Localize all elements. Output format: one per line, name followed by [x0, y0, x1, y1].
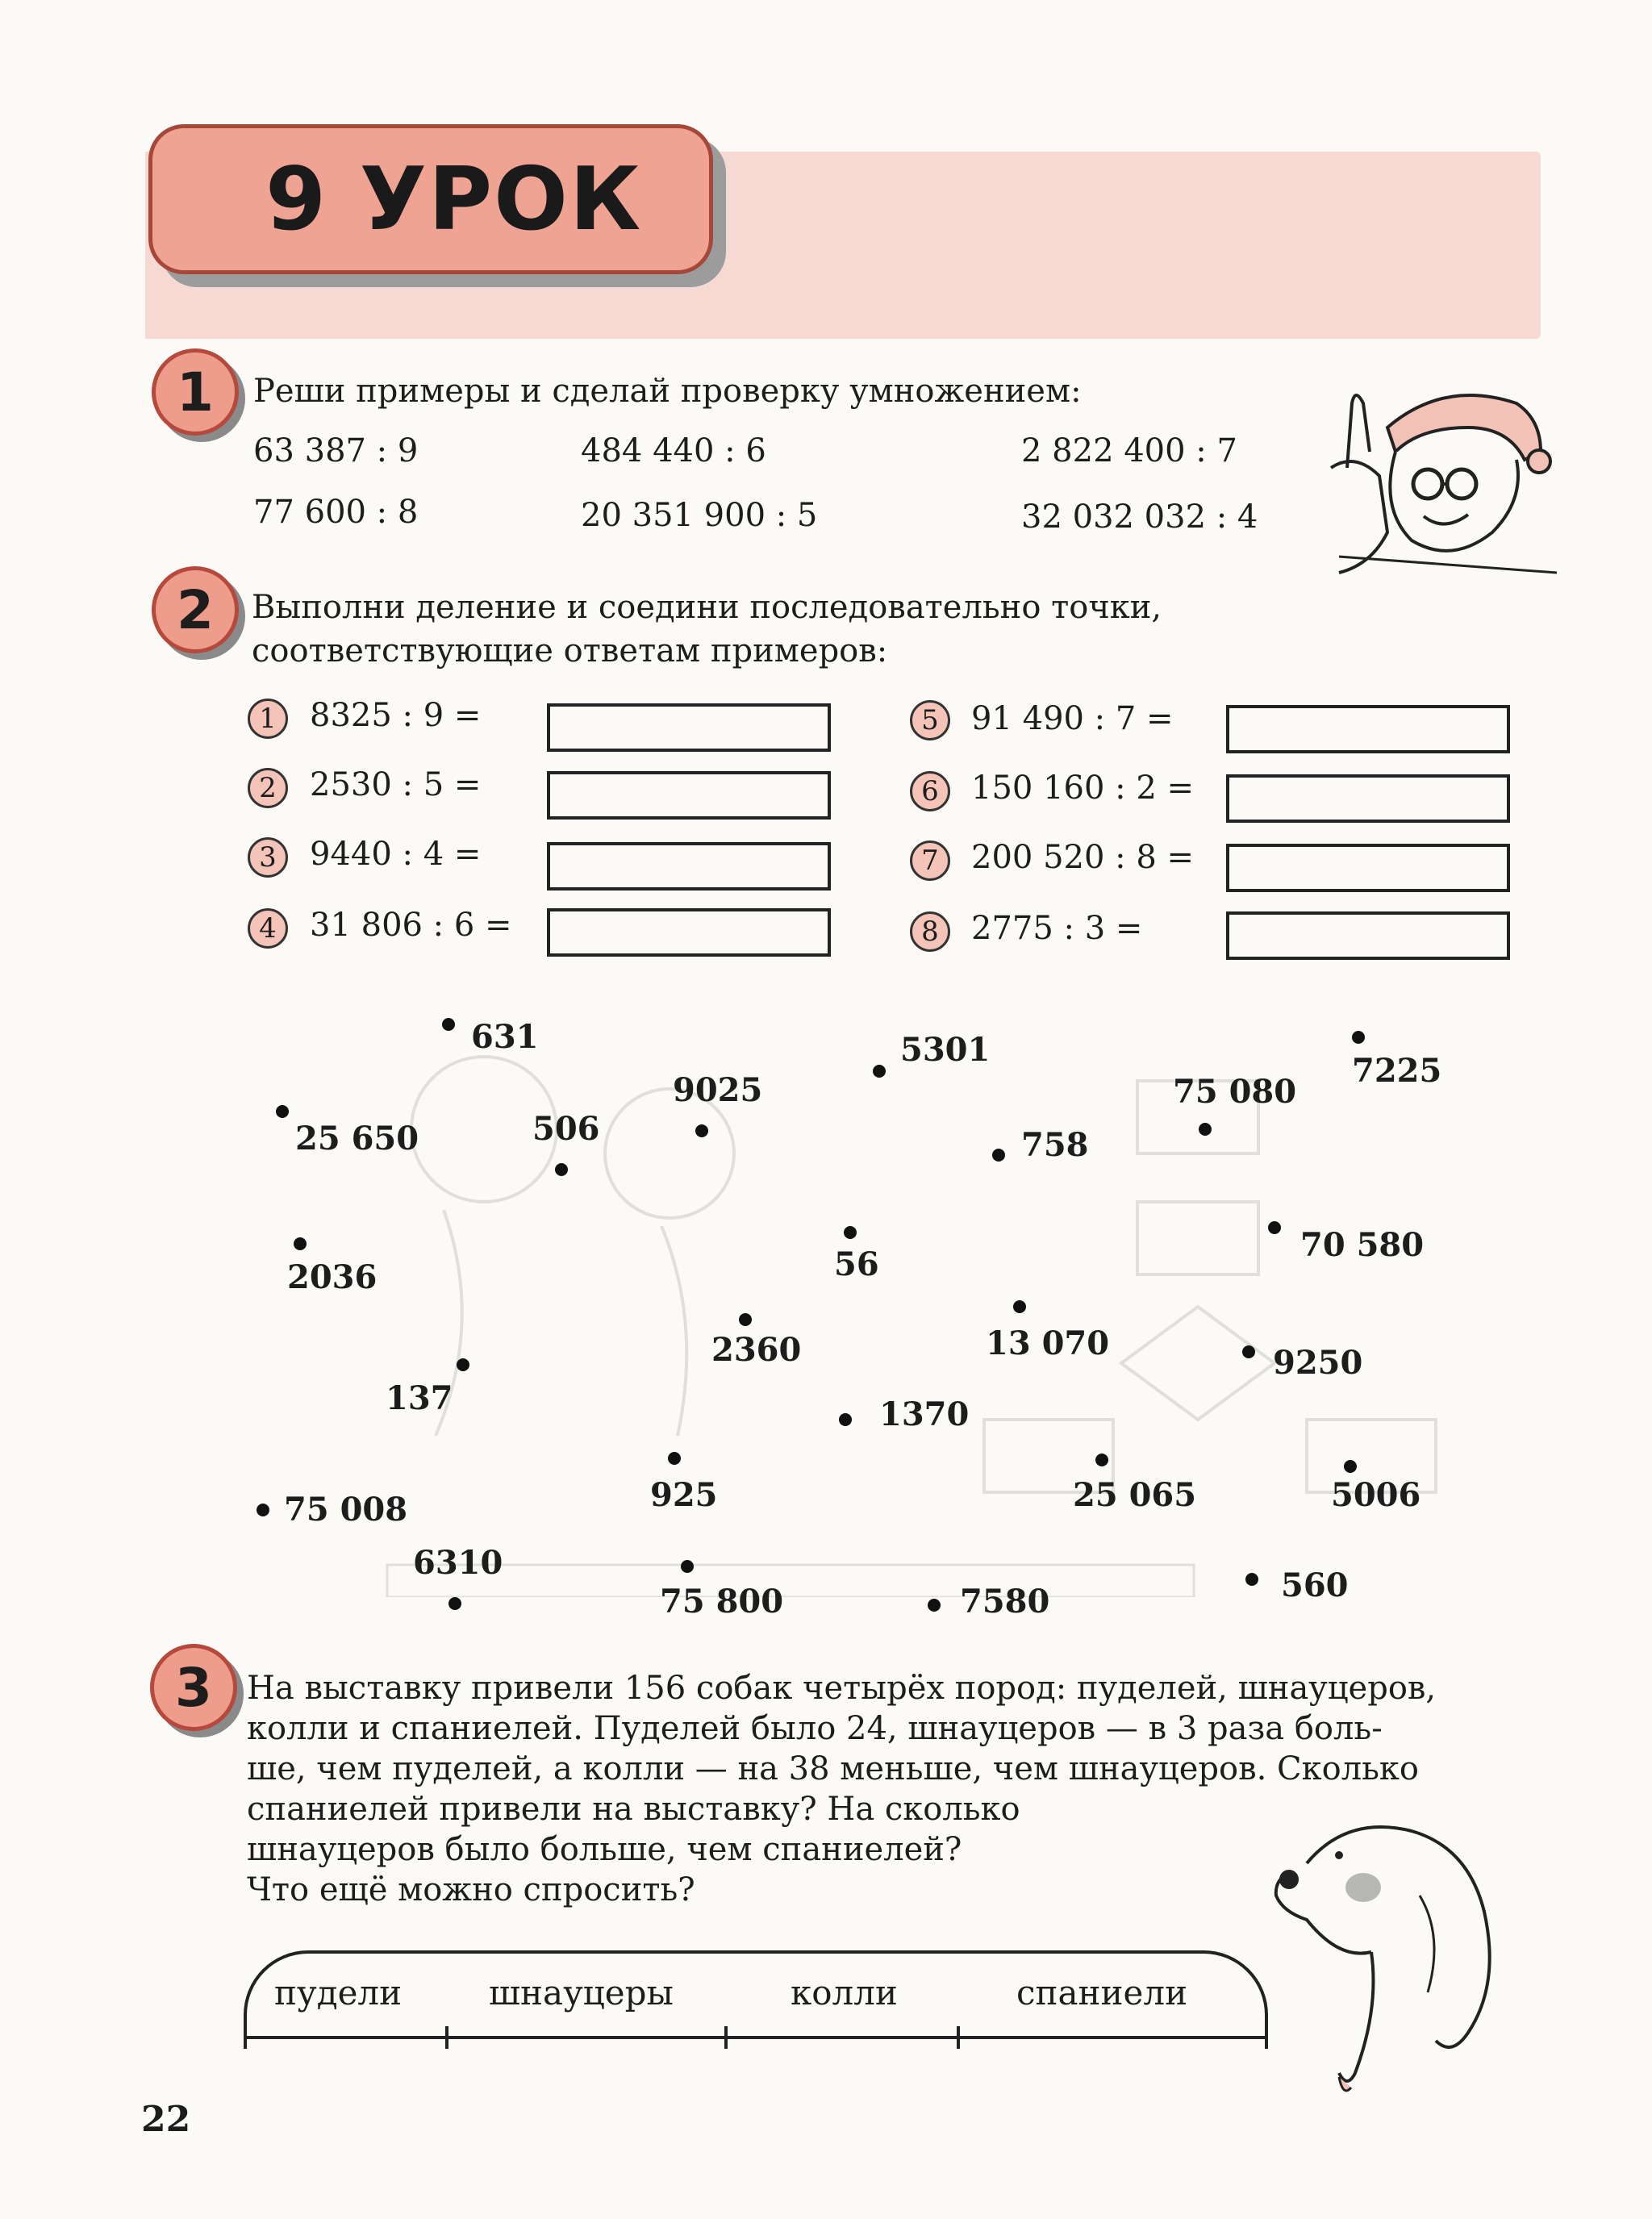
professor-illustration [1323, 371, 1573, 581]
connect-dot[interactable] [1268, 1221, 1281, 1234]
task-3-text-line: На выставку привели 156 собак четырёх пород: пуделей, шнауцеров, [247, 1670, 1437, 1707]
connect-dot[interactable] [873, 1065, 886, 1078]
example-number-badge: 7 [910, 840, 950, 881]
dot-label: 758 [1021, 1126, 1089, 1164]
connect-dot[interactable] [681, 1560, 694, 1573]
task-3-text-line: ше, чем пуделей, а колли — на 38 меньше, чем шнауцеров. Сколько [247, 1750, 1419, 1787]
page-number: 22 [141, 2099, 191, 2140]
answer-box[interactable] [1226, 705, 1510, 753]
task-1-instruction: Реши примеры и сделай проверку умножением: [253, 373, 1082, 410]
answer-box[interactable] [1226, 774, 1510, 823]
task-3-number: 3 [150, 1644, 237, 1731]
task-3-text-line: спаниелей привели на выставку? На сколько [247, 1791, 1020, 1828]
task-3-text-line: Что ещё можно спросить? [247, 1871, 695, 1908]
lesson-title-box [148, 124, 713, 274]
dot-label: 56 [834, 1245, 879, 1283]
connect-dot[interactable] [257, 1504, 269, 1516]
connect-dot[interactable] [276, 1105, 289, 1118]
dot-label: 25 065 [1073, 1476, 1197, 1514]
dot-label: 9250 [1273, 1344, 1363, 1382]
dot-label: 925 [650, 1476, 718, 1514]
dot-label: 2360 [711, 1331, 802, 1369]
dot-label: 1370 [879, 1395, 970, 1433]
segment-label-spaniels: спаниели [1016, 1973, 1188, 2013]
example-number-badge: 2 [248, 768, 288, 808]
dot-label: 7580 [960, 1583, 1050, 1620]
segment-tick [957, 2026, 960, 2049]
dot-label: 506 [532, 1110, 600, 1148]
connect-dot[interactable] [992, 1149, 1005, 1162]
task-1-number: 1 [152, 348, 239, 436]
dot-label: 75 080 [1173, 1073, 1297, 1111]
task-1-example: 20 351 900 : 5 [581, 497, 818, 534]
connect-dot[interactable] [1095, 1454, 1108, 1466]
task-1-example: 484 440 : 6 [581, 432, 766, 469]
connect-dot[interactable] [739, 1313, 752, 1326]
dot-label: 9025 [673, 1071, 763, 1109]
answer-box[interactable] [547, 771, 831, 820]
connect-dot[interactable] [1199, 1123, 1212, 1136]
segment-tick [445, 2026, 448, 2049]
dot-label: 75 800 [660, 1583, 784, 1620]
connect-dot[interactable] [294, 1237, 307, 1250]
dot-label: 631 [471, 1018, 539, 1056]
task-2-number: 2 [152, 566, 239, 653]
task-1-example: 32 032 032 : 4 [1021, 498, 1258, 536]
segment-label-schnauzers: шнауцеры [489, 1973, 674, 2013]
lesson-title: 9 УРОК [265, 148, 643, 250]
dot-label: 70 580 [1300, 1226, 1425, 1264]
segment-label-collies: колли [791, 1973, 898, 2013]
division-example: 2775 : 3 = [971, 910, 1143, 947]
connect-dot[interactable] [928, 1599, 941, 1612]
dot-label: 560 [1281, 1566, 1349, 1604]
connect-dot[interactable] [457, 1358, 469, 1371]
dot-label: 13 070 [986, 1324, 1110, 1362]
segment-tick [724, 2026, 728, 2049]
example-number-badge: 4 [248, 908, 288, 949]
connect-dot[interactable] [839, 1413, 852, 1426]
connect-dot[interactable] [668, 1452, 681, 1465]
task-3-text-line: шнауцеров было больше, чем спаниелей? [247, 1831, 962, 1868]
connect-dot[interactable] [1013, 1300, 1026, 1313]
task-3-text-line: колли и спаниелей. Пуделей было 24, шнауцеров — в 3 раза боль- [247, 1710, 1383, 1747]
connect-dot[interactable] [1242, 1345, 1255, 1358]
dot-label: 6310 [413, 1544, 503, 1582]
task-1-example: 63 387 : 9 [253, 432, 419, 469]
connect-dot[interactable] [442, 1018, 455, 1031]
connect-dot[interactable] [448, 1597, 461, 1610]
example-number-badge: 3 [248, 837, 288, 878]
dot-label: 5006 [1331, 1476, 1421, 1514]
task-1-example: 77 600 : 8 [253, 494, 419, 531]
dog-illustration [1258, 1799, 1508, 2097]
task-1-example: 2 822 400 : 7 [1021, 432, 1237, 469]
answer-box[interactable] [547, 908, 831, 957]
division-example: 150 160 : 2 = [971, 770, 1194, 807]
division-example: 200 520 : 8 = [971, 839, 1194, 876]
answer-box[interactable] [547, 842, 831, 891]
connect-dot[interactable] [1344, 1460, 1357, 1473]
dot-label: 5301 [900, 1031, 991, 1069]
example-number-badge: 6 [910, 771, 950, 811]
segment-label-poodles: пудели [274, 1973, 403, 2013]
division-example: 9440 : 4 = [310, 836, 482, 873]
dot-label: 75 008 [284, 1491, 408, 1529]
example-number-badge: 5 [910, 700, 950, 740]
division-example: 8325 : 9 = [310, 697, 482, 734]
segment-tick [244, 2026, 247, 2049]
dot-label: 7225 [1352, 1052, 1442, 1090]
connect-dot[interactable] [695, 1124, 708, 1137]
connect-dot[interactable] [844, 1226, 857, 1239]
dot-label: 25 650 [295, 1120, 419, 1157]
answer-box[interactable] [1226, 844, 1510, 892]
task-2-instruction: Выполни деление и соедини последовательно точки, [252, 589, 1162, 626]
answer-box[interactable] [547, 703, 831, 752]
segment-line [244, 2036, 1268, 2039]
connect-dot[interactable] [1352, 1031, 1365, 1044]
answer-box[interactable] [1226, 911, 1510, 960]
division-example: 2530 : 5 = [310, 766, 482, 803]
dot-label: 137 [386, 1379, 453, 1417]
example-number-badge: 1 [248, 699, 288, 739]
division-example: 91 490 : 7 = [971, 700, 1174, 737]
task-2-instruction: соответствующие ответам примеров: [252, 632, 888, 669]
example-number-badge: 8 [910, 911, 950, 952]
division-example: 31 806 : 6 = [310, 907, 512, 944]
connect-dot[interactable] [555, 1163, 568, 1176]
connect-dot[interactable] [1245, 1573, 1258, 1586]
dot-label: 2036 [287, 1258, 378, 1296]
